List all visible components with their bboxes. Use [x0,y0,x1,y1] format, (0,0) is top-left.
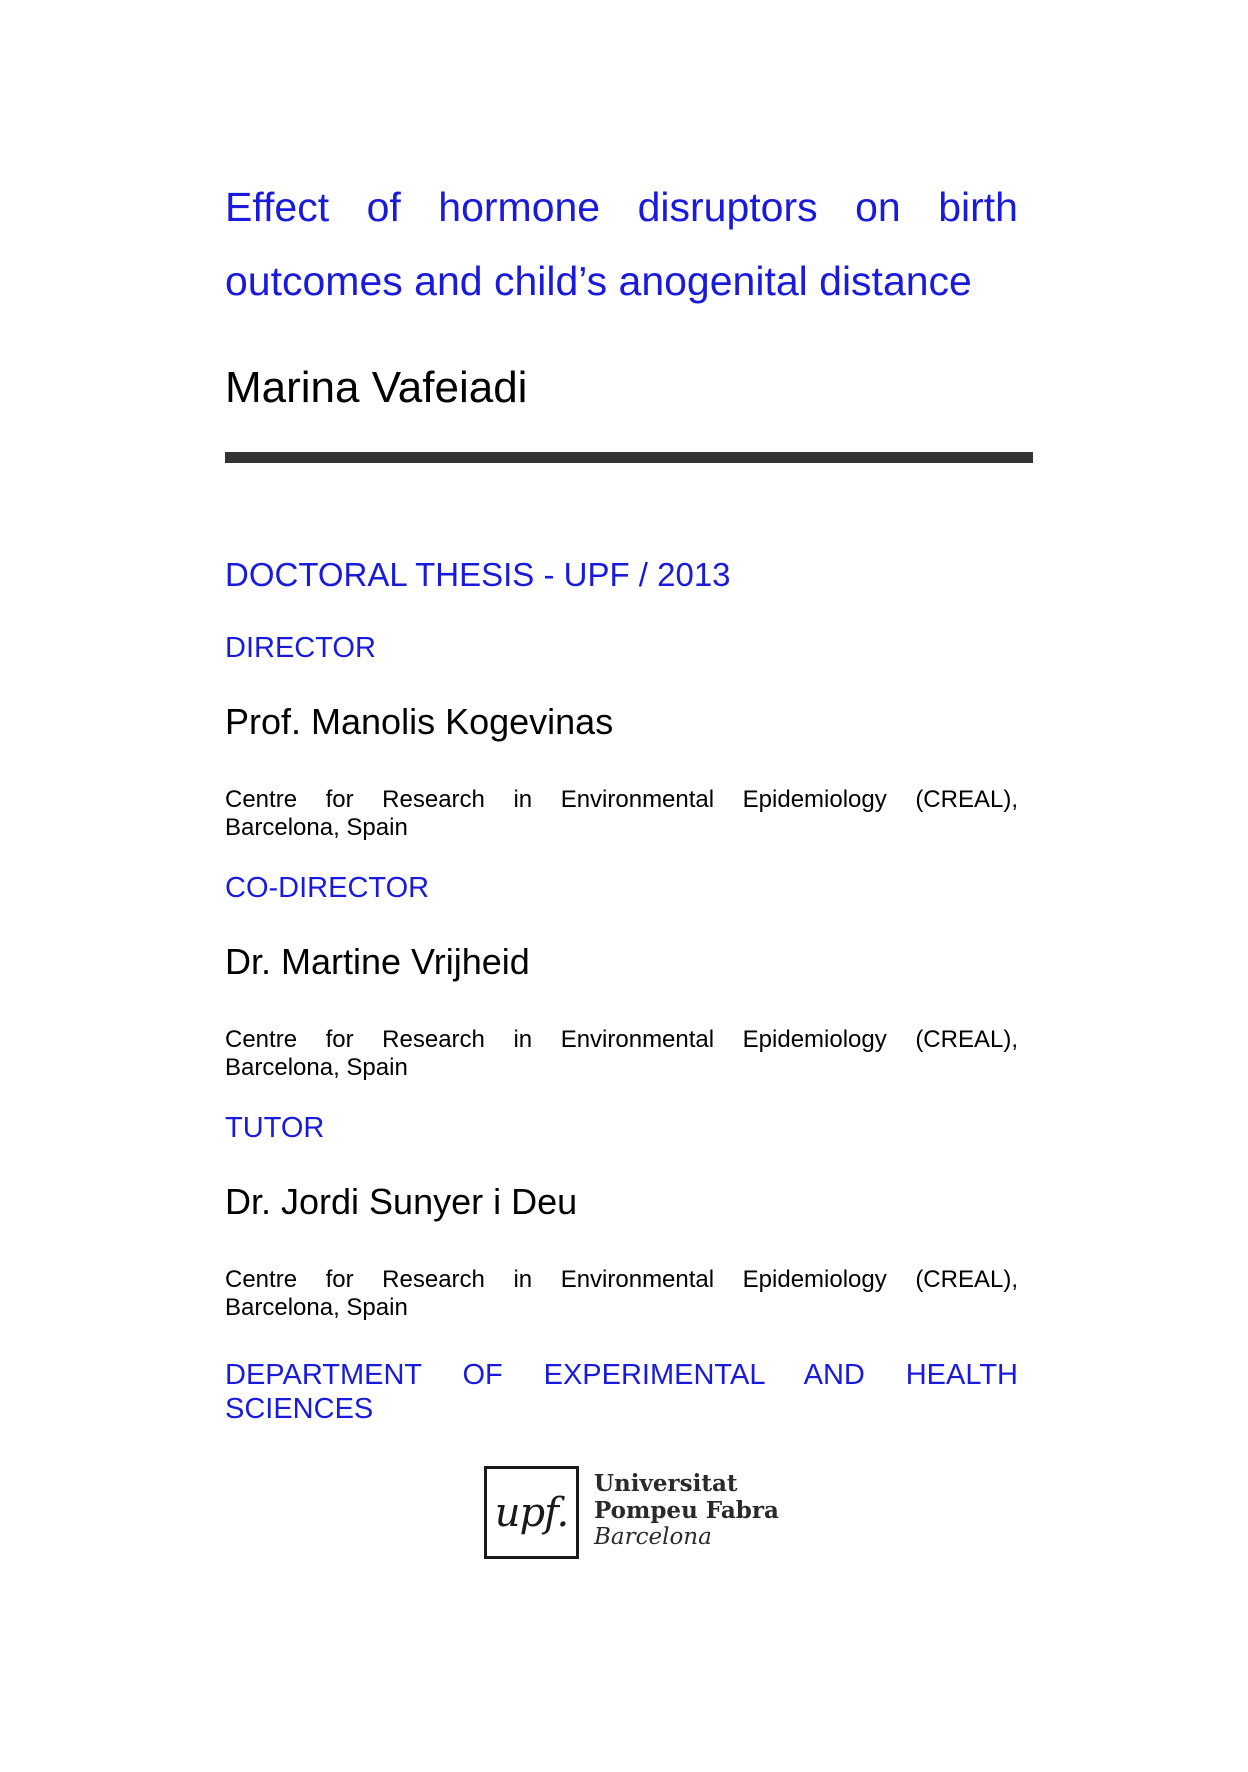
upf-logo-icon [484,1466,784,1566]
codirector-name: Dr. Martine Vrijheid [225,941,530,982]
codirector-affil-line-2: Barcelona, Spain [225,1054,408,1081]
thesis-label: DOCTORAL THESIS - UPF / 2013 [225,556,731,593]
director-label: DIRECTOR [225,632,376,664]
department-line-1: DEPARTMENT OF EXPERIMENTAL AND HEALTH [225,1359,1018,1391]
director-affil-line-2: Barcelona, Spain [225,814,408,841]
title-line-2: outcomes and child’s anogenital distance [225,258,972,304]
tutor-affil-line-2: Barcelona, Spain [225,1294,408,1321]
codirector-label: CO-DIRECTOR [225,872,430,904]
upf-logo-mark [484,1466,579,1559]
tutor-affiliation [225,1266,1018,1322]
codirector-affil-line-1: Centre for Research in Environmental Epidemiology (CREAL), [225,1026,1018,1053]
department [225,1358,1018,1426]
department-line-2: SCIENCES [225,1393,374,1425]
codirector-affiliation [225,1026,1018,1082]
upf-logo-mark-text: upf. [494,1489,569,1536]
tutor-affil-line-1: Centre for Research in Environmental Epidemiology (CREAL), [225,1266,1018,1293]
director-name: Prof. Manolis Kogevinas [225,701,614,742]
title-divider [225,452,1033,463]
director-affiliation [225,786,1018,842]
logo-line-3: Barcelona [594,1524,712,1550]
upf-logo-wordmark [594,1470,779,1551]
logo-line-2: Pompeu Fabra [594,1497,779,1524]
author-name: Marina Vafeiadi [225,363,528,412]
tutor-label: TUTOR [225,1112,325,1144]
tutor-name: Dr. Jordi Sunyer i Deu [225,1181,578,1222]
thesis-title [225,170,1018,318]
logo-line-1: Universitat [594,1470,738,1497]
title-line-1: Effect of hormone disruptors on birth [225,184,1018,230]
director-affil-line-1: Centre for Research in Environmental Epidemiology (CREAL), [225,786,1018,813]
